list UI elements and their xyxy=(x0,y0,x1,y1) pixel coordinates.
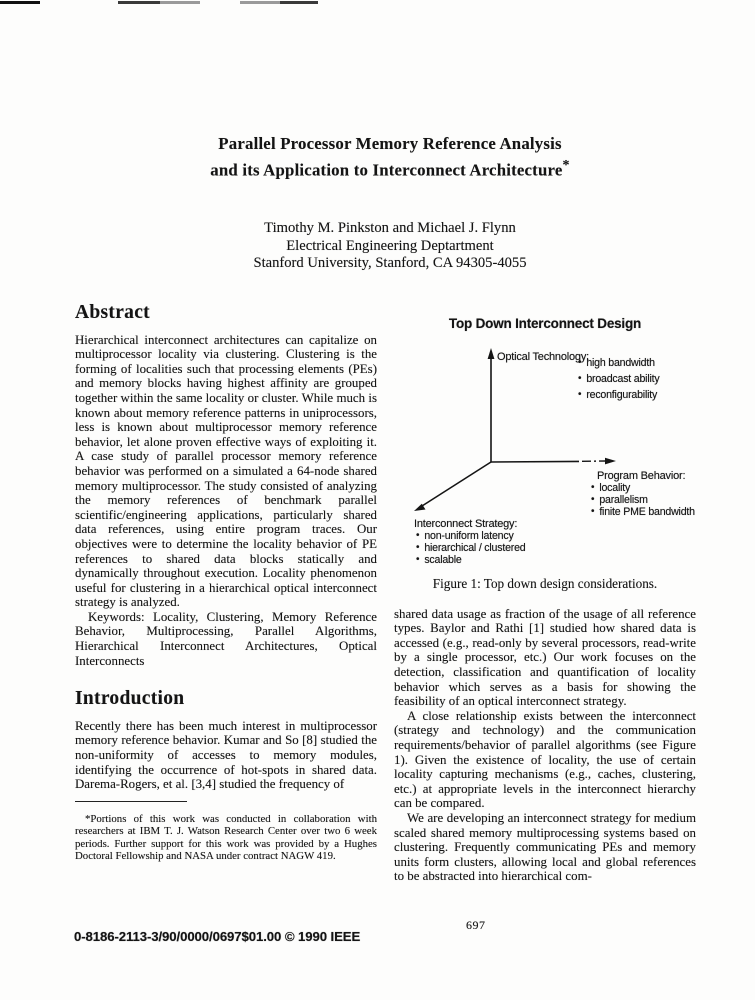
optical-item: • reconfigurability xyxy=(578,388,657,404)
optical-item: • broadcast ability xyxy=(578,372,659,388)
scan-artifact xyxy=(0,1,40,4)
scan-artifact xyxy=(240,1,280,4)
program-item: • finite PME bandwidth xyxy=(591,505,695,521)
abstract-heading: Abstract xyxy=(75,302,150,323)
scan-artifact xyxy=(118,1,160,4)
author-university: Stanford University, Stanford, CA 94305-4055 xyxy=(253,255,527,271)
author-names: Timothy M. Pinkston and Michael J. Flynn xyxy=(264,220,516,236)
scan-artifact xyxy=(160,1,200,4)
body-paragraph: A close relationship exists between the interconnect (strategy and technology) and the communication requirements/behavior of parallel algorithms (see Figure 1). Given the existence of locality, the use of certain locality capturing mechanisms (e.g., caches, clustering, etc.) at appropriate levels in the interconnect hierarchy can be compared. xyxy=(394,708,696,811)
body-paragraph: We are developing an interconnect strategy for medium scaled shared memory multiprocessing systems based on clustering. Frequently communicating PEs and memory units form clusters, allowing local and global references to be abstracted into hierarchical com- xyxy=(394,810,696,884)
paper-title-line2: and its Application to Interconnect Architecture* xyxy=(210,158,570,180)
interconnect-strategy-label: Interconnect Strategy: xyxy=(414,518,518,530)
right-column xyxy=(394,315,696,884)
abstract-keywords: Keywords: Locality, Clustering, Memory Reference Behavior, Multiprocessing, Parallel Algorithms, Hierarchical Interconnect Architectures, Optical Interconnects xyxy=(75,609,377,668)
author-department: Electrical Engineering Deptartment xyxy=(286,237,494,254)
optical-technology-label: Optical Technology: xyxy=(497,351,589,363)
interconnect-item: • scalable xyxy=(416,553,462,569)
figure-1 xyxy=(394,315,696,567)
optical-item: • high bandwidth xyxy=(578,356,655,372)
title-footnote-asterisk: * xyxy=(562,158,570,173)
author-block xyxy=(25,220,755,273)
interconnect-item: • non-uniform latency xyxy=(416,529,514,545)
program-item: • parallelism xyxy=(591,493,648,509)
figure-caption: Figure 1: Top down design considerations. xyxy=(432,576,658,591)
footnote-text: *Portions of this work was conducted in collaboration with researchers at IBM T. J. Watson Research Center over two 6 week periods. Further support for this work was provided by a Hughes Doctoral Fellowship and NASA under contract NAGW 419. xyxy=(75,812,377,863)
program-item: • locality xyxy=(591,481,630,497)
left-column xyxy=(75,302,377,874)
page-number: 697 xyxy=(466,918,486,932)
abstract-body: Hierarchical interconnect architectures can capitalize on multiprocessor locality via clustering. Clustering is the forming of localities such that processing elements (PEs) and memory blocks having highest affinity are grouped together within the same locality or cluster. While much is known about memory reference patterns in uniprocessors, less is known about multiprocessor memory reference behavior, let alone proven effective ways of exploiting it. A case study of parallel processor memory reference behavior was performed on a simulated a 64-node shared memory multiprocessor. The study consisted of analyzing the memory references of benchmark parallel scientific/engineering applications, particularly shared data references, using entire program traces. Our objectives were to determine the locality behavior of PE references to shared data blocks statically and dynamically throughout execution. Locality phenomenon useful for clustering in a hierarchical optical interconnect strategy is analyzed. xyxy=(75,332,377,610)
introduction-paragraph: Recently there has been much interest in multiprocessor memory reference behavior. Kumar and So [8] studied the non-uniformity of accesses to memory modules, identifying the occurrence of hot-spots in shared data. Darema-Rogers, et al. [3,4] studied the frequency of xyxy=(75,718,377,792)
paper-title xyxy=(25,133,755,182)
program-behavior-label: Program Behavior: xyxy=(597,470,686,482)
interconnect-item: • hierarchical / clustered xyxy=(416,541,526,557)
paper-title-line1: Parallel Processor Memory Reference Analysis xyxy=(218,134,562,153)
copyright-line: 0-8186-2113-3/90/0000/0697$01.00 © 1990 IEEE xyxy=(74,929,361,944)
scan-artifact xyxy=(280,1,318,4)
figure-title: Top Down Interconnect Design xyxy=(448,316,642,331)
body-paragraph: shared data usage as fraction of the usage of all reference types. Baylor and Rathi [1] studied how shared data is accessed (e.g., read-only by several processors, read-write by a single processor, etc.) Our work focuses on the detection, classification and quantification of locality behavior which serves as a basis for showing the feasibility of an optical interconnect strategy. xyxy=(394,606,696,709)
introduction-heading: Introduction xyxy=(75,688,185,710)
footnote-rule xyxy=(75,801,187,802)
